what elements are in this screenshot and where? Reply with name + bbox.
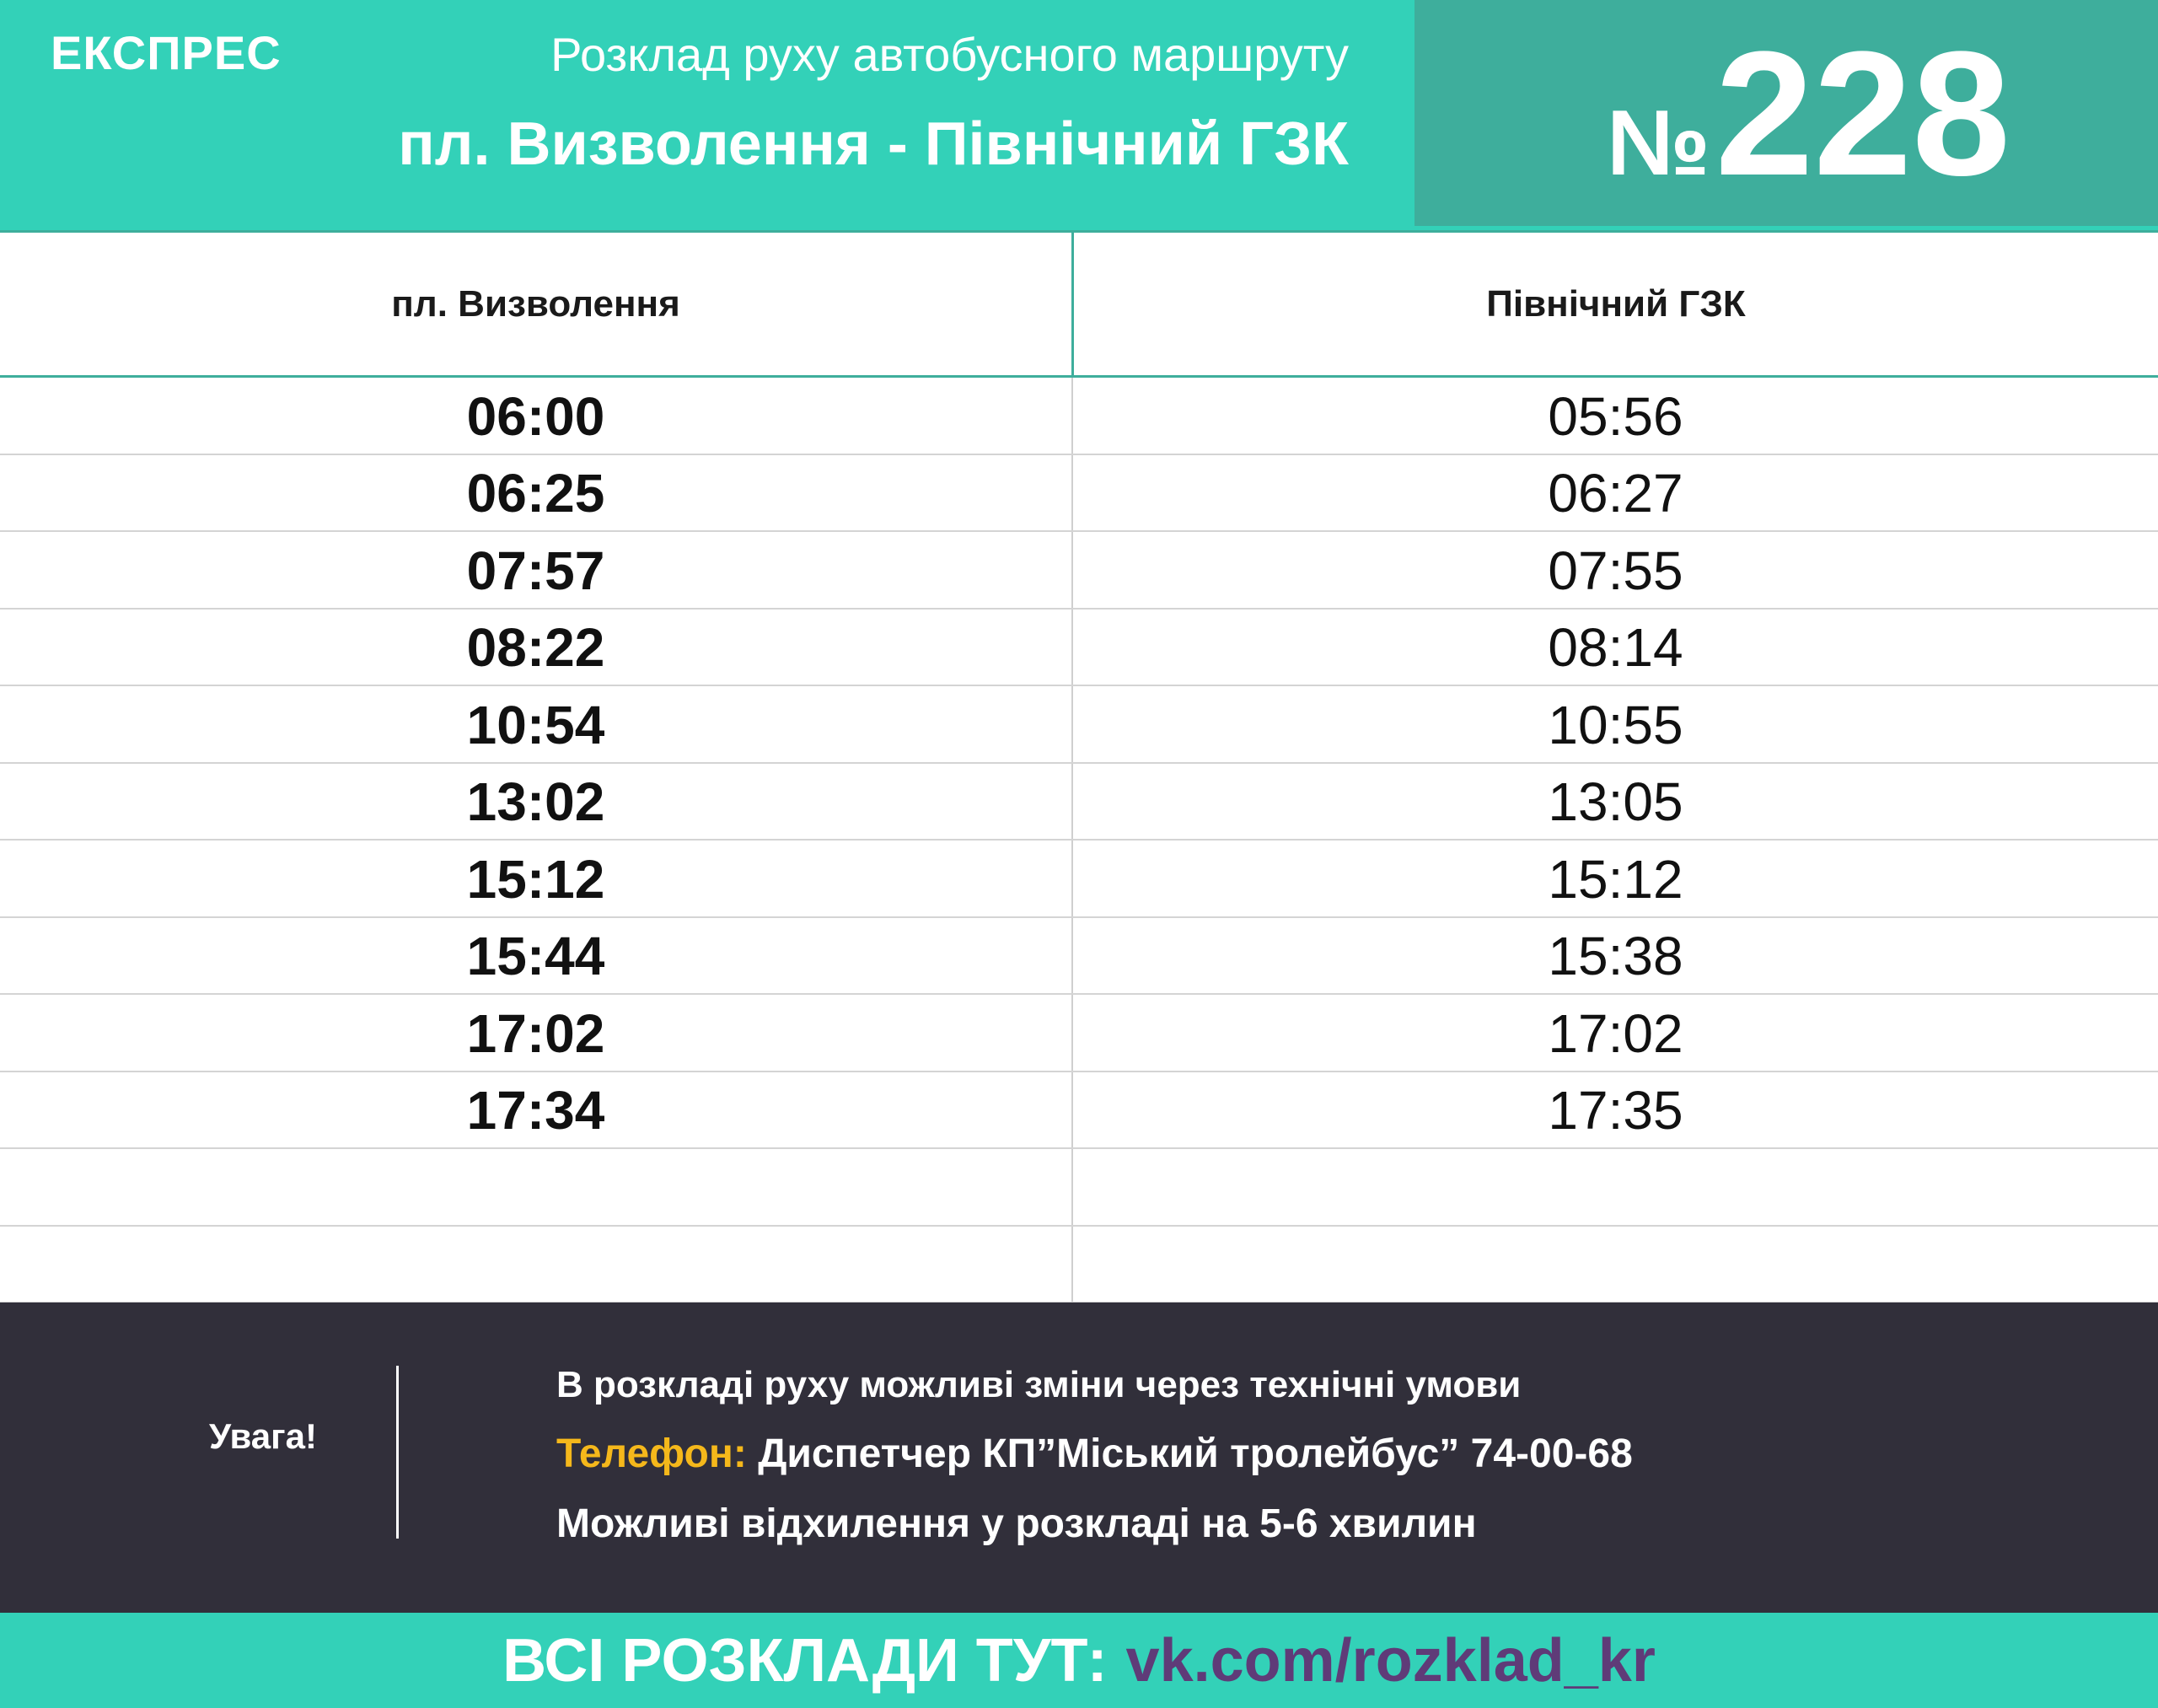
table-row [0,841,2158,918]
attention-label: Увага! [209,1416,317,1456]
table-row [0,532,2158,610]
table-row [0,686,2158,764]
departure-time-to: 06:27 [1548,463,1683,524]
departure-time-to: 17:02 [1548,1002,1683,1064]
table-row [0,610,2158,687]
departure-time-to: 15:38 [1548,926,1683,987]
header-bar [0,0,2158,230]
footer-label: ВСІ РОЗКЛАДИ ТУТ: [502,1626,1108,1695]
route-number [1606,14,2010,212]
table-row [0,1227,2158,1304]
notice-line-deviation: Можливі відхилення у розкладі на 5-6 хвилин [556,1501,1477,1546]
departure-time-from [0,1227,1071,1304]
departure-time-to [1073,1149,2158,1227]
notice-line-changes: В розкладі руху можливі зміни через технічні умови [556,1364,1522,1405]
route-name: пл. Визволення - Північний ГЗК [398,110,1349,178]
departure-time-to: 17:35 [1548,1080,1683,1141]
departure-time-from: 07:57 [466,540,605,601]
route-number-box [1415,0,2158,226]
table-row [0,1072,2158,1150]
departure-time-from: 15:12 [466,848,605,910]
departure-time-to: 13:05 [1548,771,1683,833]
footer-bar [0,1613,2158,1708]
table-row [0,918,2158,996]
departure-time-from: 15:44 [466,926,605,987]
phone-label: Телефон: [556,1431,747,1476]
phone-text: Диспетчер КП”Міський тролейбус” 74-00-68 [758,1431,1633,1476]
number-sign: № [1606,91,1710,195]
footer-link[interactable]: vk.com/rozklad_kr [1125,1626,1656,1695]
departure-time-from [0,1149,1071,1227]
column-header-from: пл. Визволення [0,233,1071,378]
notice-line-phone [556,1431,1633,1477]
table-row [0,995,2158,1072]
schedule-table [0,230,2158,1302]
departure-time-to: 08:14 [1548,617,1683,679]
departure-time-from: 08:22 [466,617,605,679]
departure-time-to: 15:12 [1548,848,1683,910]
number-value: 228 [1715,14,2010,212]
table-row [0,378,2158,455]
table-row [0,764,2158,841]
departure-time-from: 17:02 [466,1002,605,1064]
schedule-rows [0,378,2158,1303]
express-badge: ЕКСПРЕС [51,26,282,79]
column-header-to: Північний ГЗК [1071,233,2158,378]
departure-time-from: 13:02 [466,771,605,833]
departure-time-from: 10:54 [466,694,605,755]
departure-time-to: 10:55 [1548,694,1683,755]
table-row [0,455,2158,533]
departure-time-to [1073,1227,2158,1304]
table-row [0,1149,2158,1227]
departure-time-to: 07:55 [1548,540,1683,601]
departure-time-from: 17:34 [466,1080,605,1141]
departure-time-from: 06:25 [466,463,605,524]
notice-divider [396,1366,399,1539]
departure-time-to: 05:56 [1548,385,1683,447]
schedule-subtitle: Розклад руху автобусного маршруту [550,28,1349,81]
departure-time-from: 06:00 [466,385,605,447]
